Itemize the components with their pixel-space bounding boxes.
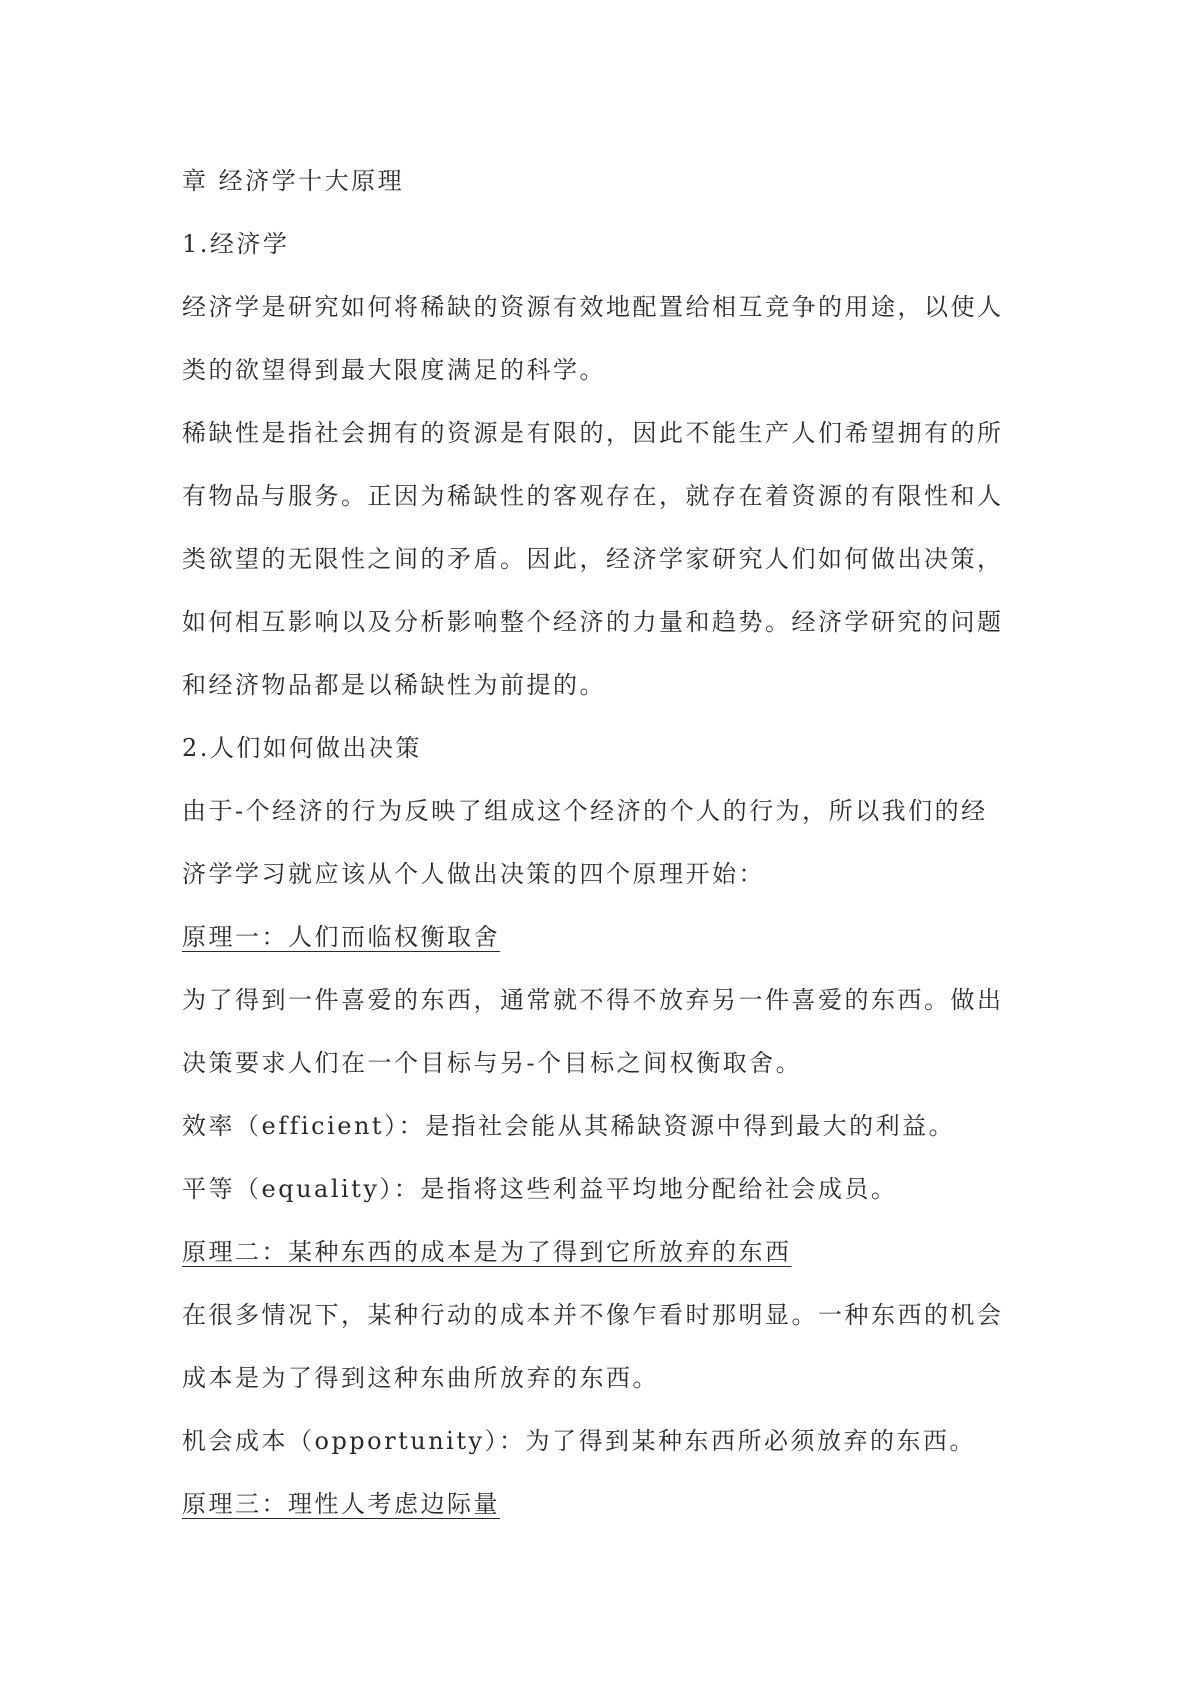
paragraph-line: 类欲望的无限性之间的矛盾。因此，经济学家研究人们如何做出决策，: [182, 545, 1004, 573]
principle-three-title-text: 原理三：理性人考虑边际量: [182, 1490, 500, 1518]
paragraph-line: 决策要求人们在一个目标与另-个目标之间权衡取舍。: [182, 1049, 803, 1077]
efficiency-definition: 效率（efficient）：是指社会能从其稀缺资源中得到最大的利益。: [182, 1112, 956, 1140]
paragraph-line: 济学学习就应该从个人做出决策的四个原理开始：: [182, 860, 765, 888]
paragraph-line: 由于-个经济的行为反映了组成这个经济的个人的行为，所以我们的经: [182, 797, 988, 825]
paragraph-line: 如何相互影响以及分析影响整个经济的力量和趋势。经济学研究的问题: [182, 608, 1004, 636]
paragraph-line: 稀缺性是指社会拥有的资源是有限的，因此不能生产人们希望拥有的所: [182, 419, 1004, 447]
paragraph-line: 和经济物品都是以稀缺性为前提的。: [182, 671, 606, 699]
chapter-title: 章 经济学十大原理: [182, 167, 405, 195]
document-body: [182, 150, 1022, 1536]
paragraph-line: 类的欲望得到最大限度满足的科学。: [182, 356, 606, 384]
principle-two-title-text: 原理二：某种东西的成本是为了得到它所放弃的东西: [182, 1238, 792, 1266]
paragraph-line: 经济学是研究如何将稀缺的资源有效地配置给相互竞争的用途，以使人: [182, 293, 1004, 321]
section-heading-decisions: 2.人们如何做出决策: [182, 734, 422, 762]
equality-definition: 平等（equality）：是指将这些利益平均地分配给社会成员。: [182, 1175, 898, 1203]
paragraph-line: 在很多情况下，某种行动的成本并不像乍看时那明显。一种东西的机会: [182, 1301, 1004, 1329]
paragraph-line: 为了得到一件喜爱的东西，通常就不得不放弃另一件喜爱的东西。做出: [182, 986, 1004, 1014]
paragraph-line: 有物品与服务。正因为稀缺性的客观存在，就存在着资源的有限性和人: [182, 482, 1004, 510]
principle-one-title: [182, 906, 1022, 969]
paragraph-line: 成本是为了得到这种东曲所放弃的东西。: [182, 1364, 659, 1392]
principle-one-title-text: 原理一：人们而临权衡取舍: [182, 923, 500, 951]
section-heading-economics: 1.经济学: [182, 230, 290, 258]
principle-three-title: [182, 1473, 1022, 1536]
principle-two-title: [182, 1221, 1022, 1284]
opportunity-cost-definition: 机会成本（opportunity）：为了得到某种东西所必须放弃的东西。: [182, 1427, 977, 1455]
